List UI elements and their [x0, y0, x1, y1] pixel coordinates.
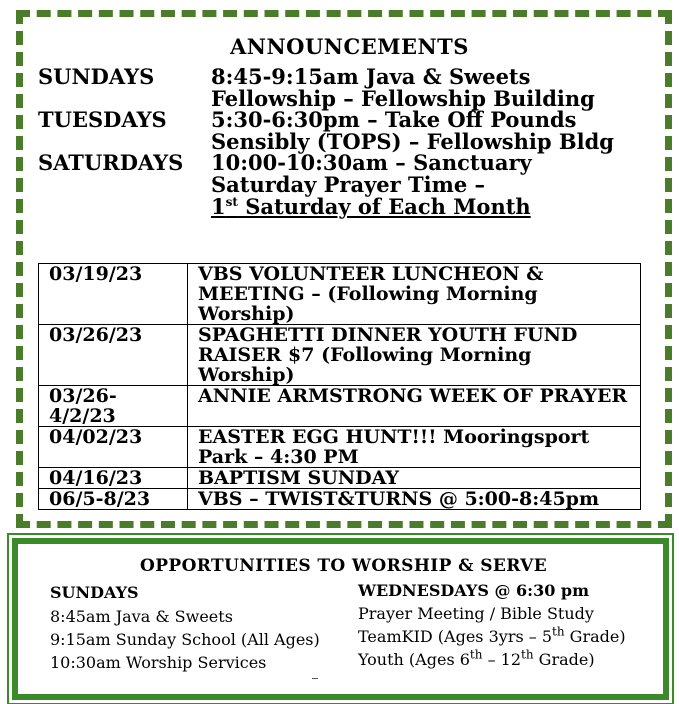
table-row [39, 325, 641, 386]
worship-serve-title: OPPORTUNITIES TO WORSHIP & SERVE [140, 556, 548, 576]
schedule-text-sundays: 8:45-9:15am Java & Sweets Fellowship – Fellowship Building [211, 64, 595, 111]
table-row [39, 427, 641, 468]
event-desc: VBS – TWIST&TURNS @ 5:00-8:45pm [188, 489, 641, 510]
divider-mark [312, 678, 318, 679]
event-date: 04/16/23 [39, 468, 188, 489]
event-date: 03/19/23 [39, 264, 188, 325]
list-item: 10:30am Worship Services [50, 653, 267, 672]
announcements-title: ANNOUNCEMENTS [230, 34, 469, 59]
schedule-text-saturdays: 10:00-10:30am – Sanctuary Saturday Prayer Time – 1st Saturday of Each Month [211, 152, 651, 218]
event-desc: ANNIE ARMSTRONG WEEK OF PRAYER [188, 386, 641, 427]
wednesdays-heading: WEDNESDAYS @ 6:30 pm [358, 581, 590, 600]
event-desc: BAPTISM SUNDAY [188, 468, 641, 489]
event-desc: EASTER EGG HUNT!!! Mooringsport Park – 4:30 PM [188, 427, 641, 468]
list-item: Prayer Meeting / Bible Study [358, 604, 594, 623]
table-row [39, 489, 641, 510]
event-desc: VBS VOLUNTEER LUNCHEON & MEETING – (Following Morning Worship) [188, 264, 641, 325]
list-item: 8:45am Java & Sweets [50, 607, 233, 626]
event-date: 06/5-8/23 [39, 489, 188, 510]
schedule-day-saturdays: SATURDAYS [38, 150, 184, 175]
schedule-day-tuesdays: TUESDAYS [38, 107, 167, 132]
schedule-day-sundays: SUNDAYS [38, 64, 155, 89]
table-row [39, 386, 641, 427]
list-item: TeamKID (Ages 3yrs – 5th Grade) [358, 624, 626, 646]
table-row [39, 264, 641, 325]
sundays-heading: SUNDAYS [50, 583, 139, 602]
list-item: 9:15am Sunday School (All Ages) [50, 630, 320, 649]
events-table [38, 263, 641, 510]
schedule-text-tuesdays: 5:30-6:30pm – Take Off Pounds Sensibly (TOPS) – Fellowship Bldg [211, 107, 614, 154]
table-row [39, 468, 641, 489]
list-item: Youth (Ages 6th – 12th Grade) [358, 647, 595, 669]
event-date: 04/02/23 [39, 427, 188, 468]
event-desc: SPAGHETTI DINNER YOUTH FUND RAISER $7 (Following Morning Worship) [188, 325, 641, 386]
first-saturday-note: 1st Saturday of Each Month [211, 194, 531, 219]
event-date: 03/26-4/2/23 [39, 386, 188, 427]
event-date: 03/26/23 [39, 325, 188, 386]
